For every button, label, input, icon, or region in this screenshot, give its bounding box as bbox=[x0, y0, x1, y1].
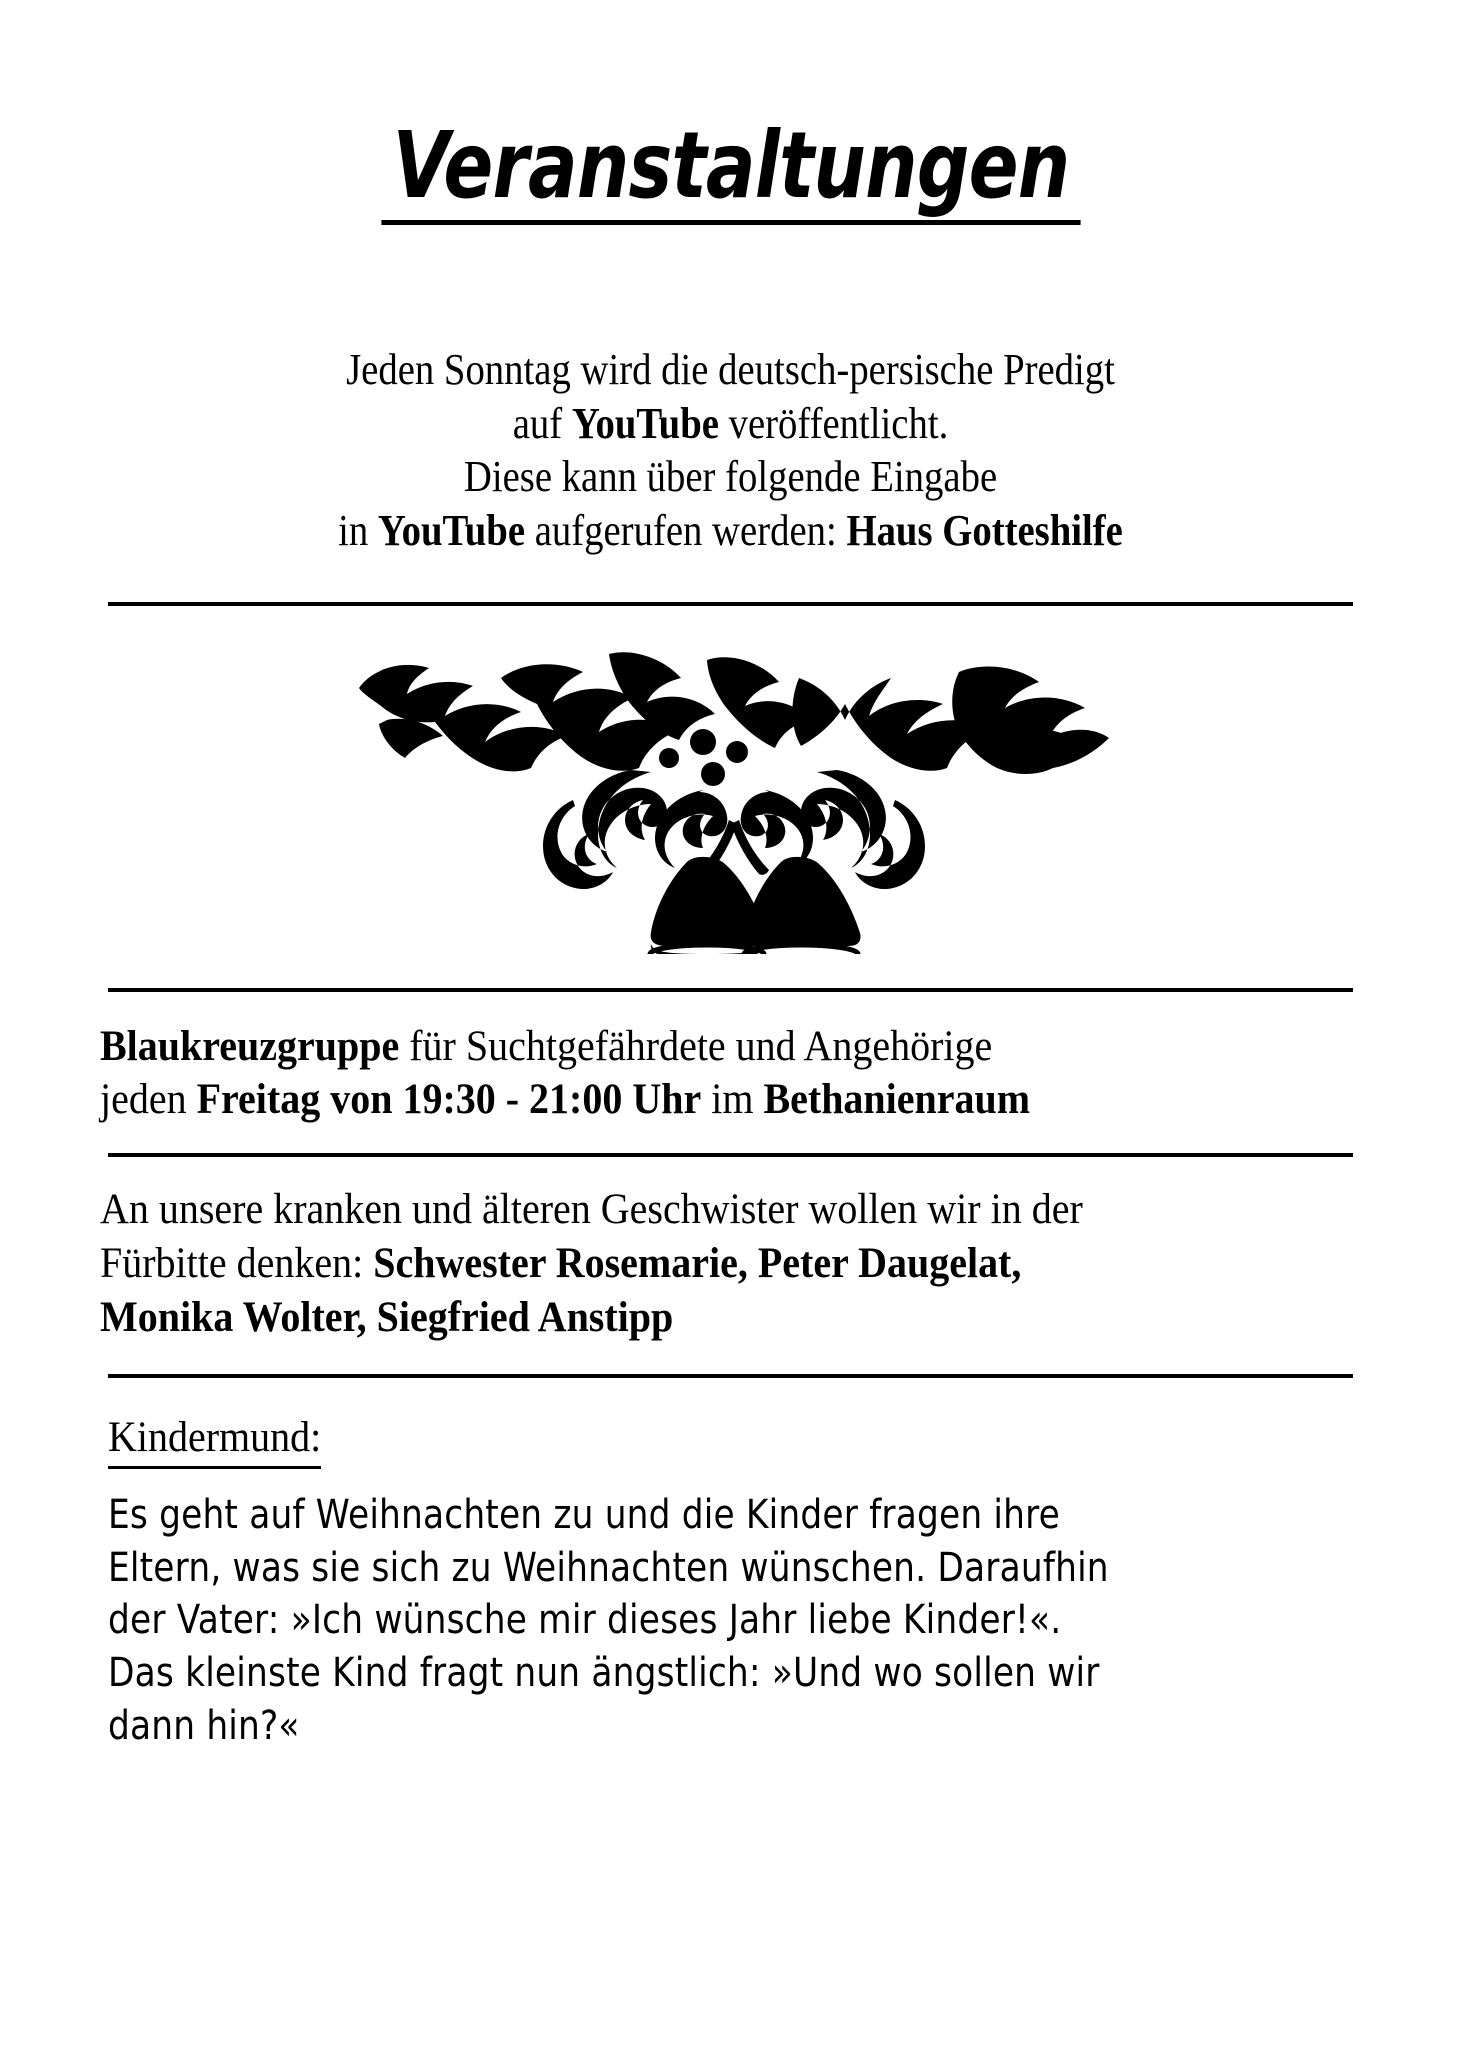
fuerbitte-line-1: An unsere kranken und älteren Geschwister wollen wir in der bbox=[100, 1186, 1083, 1234]
blaukreuz-day-prefix: jeden bbox=[100, 1076, 197, 1124]
blaukreuz-line-1 bbox=[100, 1020, 1346, 1074]
clipart-container bbox=[108, 624, 1353, 954]
fuerbitte-section bbox=[100, 1183, 1346, 1344]
joke-line-4: Das kleinste Kind fragt nun ängstlich: »Und wo sollen wir bbox=[108, 1650, 1100, 1697]
holly-and-bells-icon bbox=[351, 624, 1111, 954]
page-title: Veranstaltungen bbox=[381, 118, 1080, 226]
page-title-container bbox=[100, 0, 1361, 287]
intro-line-2-prefix: auf bbox=[512, 398, 572, 448]
blaukreuz-schedule: Freitag von 19:30 - 21:00 Uhr bbox=[196, 1076, 702, 1124]
fuerbitte-names-2: Monika Wolter, Siegfried Anstipp bbox=[100, 1293, 674, 1341]
intro-line-1: Jeden Sonntag wird die deutsch-persische Predigt bbox=[346, 344, 1115, 394]
intro-paragraph bbox=[176, 343, 1286, 558]
youtube-brand-1: YouTube bbox=[571, 398, 719, 448]
intro-line-4-mid: aufgerufen werden: bbox=[525, 505, 847, 555]
channel-name: Haus Gotteshilfe bbox=[846, 505, 1123, 555]
youtube-brand-2: YouTube bbox=[377, 505, 526, 555]
blaukreuz-section bbox=[100, 1020, 1346, 1128]
divider-1 bbox=[108, 602, 1353, 606]
kindermund-joke bbox=[108, 1489, 1353, 1753]
blaukreuz-title: Blaukreuzgruppe bbox=[100, 1022, 400, 1070]
fuerbitte-lead: Fürbitte denken: bbox=[100, 1239, 374, 1287]
blaukreuz-line-2 bbox=[100, 1073, 1346, 1127]
intro-line-4 bbox=[176, 504, 1286, 558]
divider-2 bbox=[108, 988, 1353, 992]
blaukreuz-subtitle: für Suchtgefährdete und Angehörige bbox=[399, 1022, 993, 1070]
joke-line-5: dann hin?« bbox=[108, 1703, 300, 1750]
intro-line-2-suffix: veröffentlicht. bbox=[718, 398, 949, 448]
joke-line-3: der Vater: »Ich wünsche mir dieses Jahr liebe Kinder!«. bbox=[108, 1597, 1062, 1644]
kindermund-section bbox=[108, 1378, 1353, 1753]
joke-line-2: Eltern, was sie sich zu Weihnachten wünschen. Daraufhin bbox=[108, 1544, 1109, 1591]
joke-line-1: Es geht auf Weihnachten zu und die Kinder fragen ihre bbox=[108, 1491, 1061, 1538]
intro-line-4-prefix: in bbox=[338, 505, 378, 555]
intro-line-3: Diese kann über folgende Eingabe bbox=[463, 452, 998, 502]
kindermund-heading: Kindermund: bbox=[108, 1412, 321, 1469]
blaukreuz-room: Bethanienraum bbox=[763, 1076, 1031, 1124]
fuerbitte-line-3 bbox=[100, 1291, 1346, 1345]
fuerbitte-names-1: Schwester Rosemarie, Peter Daugelat, bbox=[373, 1239, 1022, 1287]
kindermund-heading-row bbox=[108, 1378, 1353, 1469]
blaukreuz-room-prefix: im bbox=[701, 1076, 764, 1124]
intro-line-2 bbox=[176, 397, 1286, 451]
fuerbitte-line-2 bbox=[100, 1237, 1346, 1291]
divider-3 bbox=[108, 1153, 1353, 1157]
